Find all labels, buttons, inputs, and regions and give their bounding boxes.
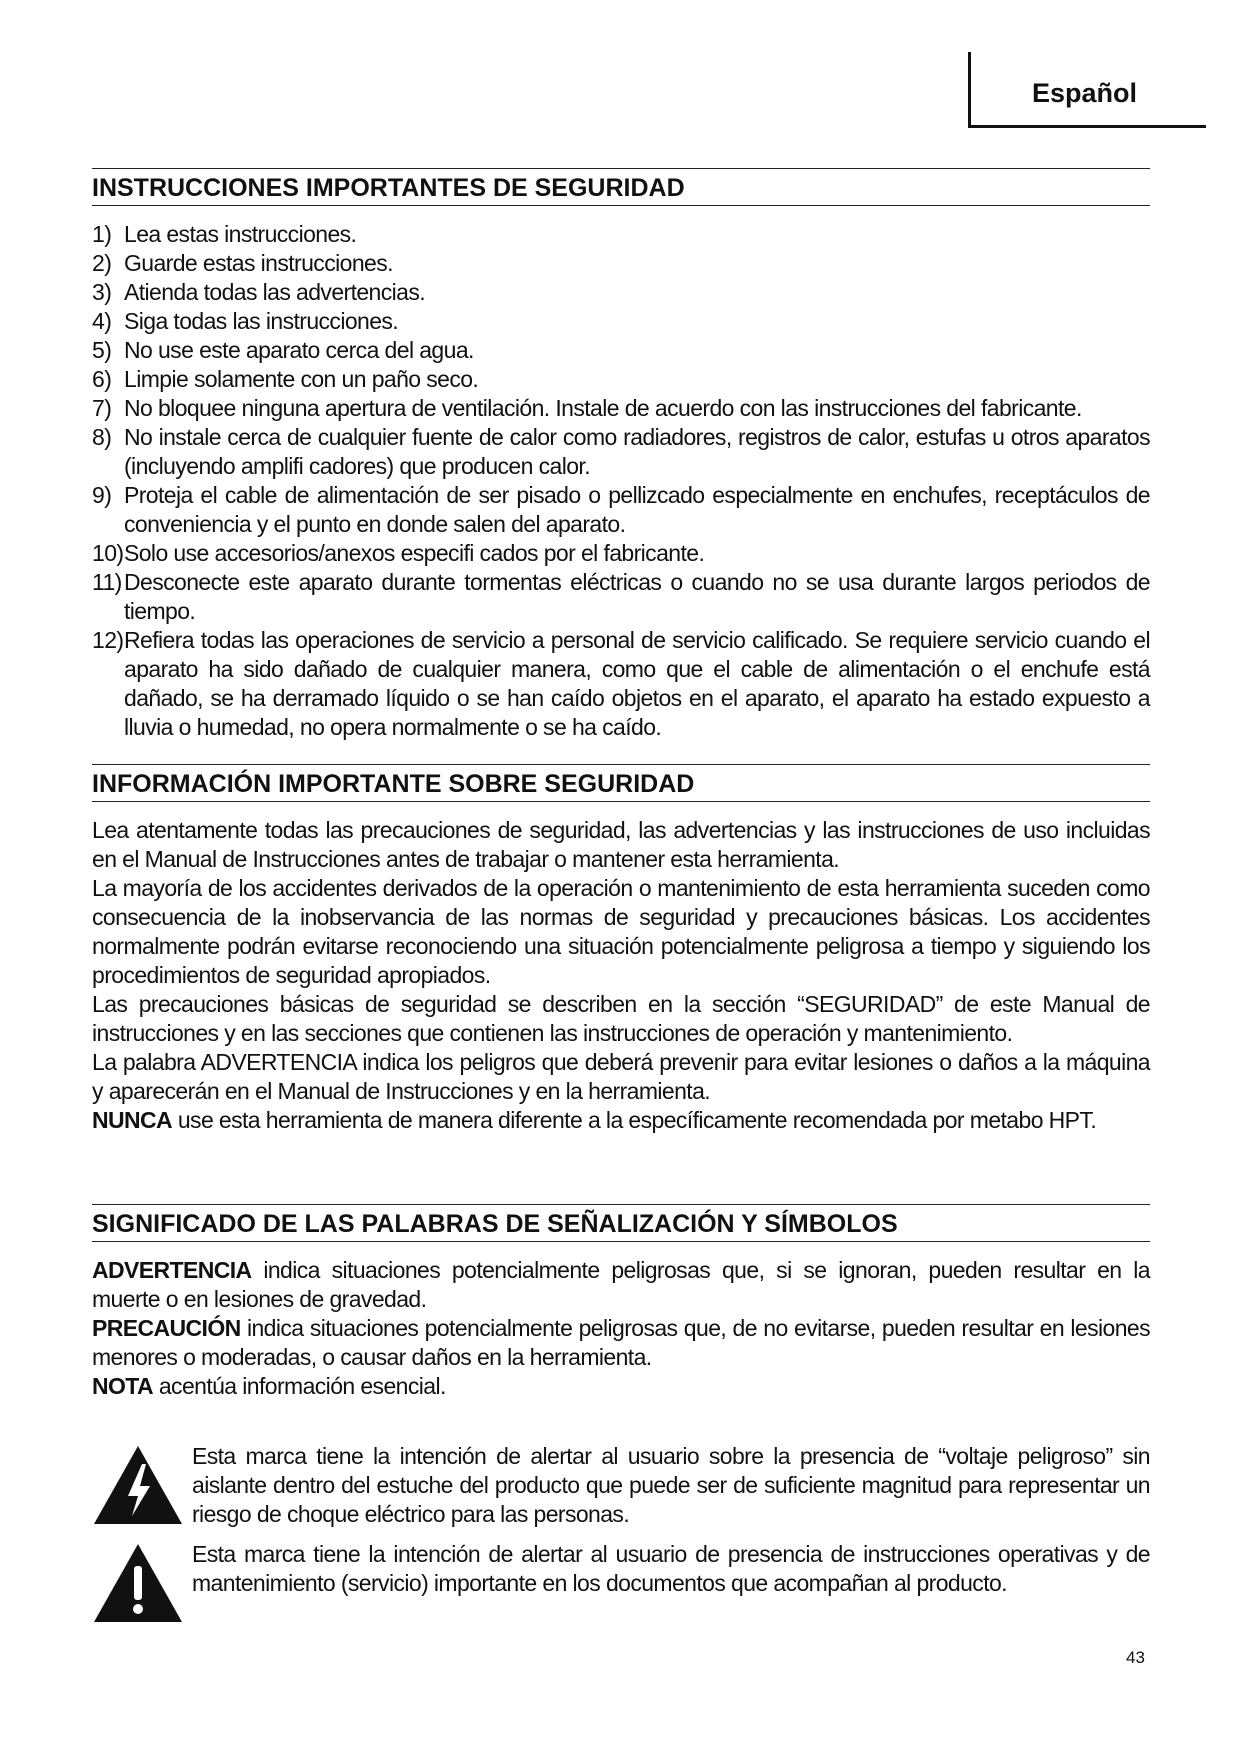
emphasis-nunca: NUNCA [92,1107,173,1133]
symbol-description-voltage: Esta marca tiene la intención de alertar al usuario sobre la presencia de “voltaje peligroso” sin aislante dentro del estuche del producto que puede ser de suficiente magnitud para representar un riesgo de choque eléctrico para las personas. [192,1443,1150,1527]
section-title-significado: SIGNIFICADO DE LAS PALABRAS DE SEÑALIZACIÓN Y SÍMBOLOS [92,1204,1150,1242]
paragraph: NOTA acentúa información esencial. [92,1373,446,1399]
emphasis-nota: NOTA [92,1373,154,1399]
page-number: 43 [1126,1648,1145,1667]
list-item: 11) Desconecte este aparato durante tormentas eléctricas o cuando no se usa durante largos periodos de tiempo. [92,569,1150,624]
list-item: 10) Solo use accesorios/anexos especifi cados por el fabricante. [92,540,705,566]
list-item: 8) No instale cerca de cualquier fuente de calor como radiadores, registros de calor, estufas u otros aparatos (incluyendo amplifi cadores) que producen calor. [92,424,1150,479]
emphasis-precaucion: PRECAUCIÓN [92,1315,241,1341]
list-item: 6) Limpie solamente con un paño seco. [92,366,479,392]
safety-instructions-list [92,220,1150,742]
paragraph: PRECAUCIÓN indica situaciones potencialmente peligrosas que, de no evitarse, pueden resultar en lesiones menores o moderadas, o causar daños en la herramienta. [92,1315,1150,1370]
paragraph: La palabra ADVERTENCIA indica los peligros que deberá prevenir para evitar lesiones o daños a la máquina y aparecerán en el Manual de Instrucciones y en la herramienta. [92,1049,1150,1104]
symbol-description-instructions: Esta marca tiene la intención de alertar al usuario de presencia de instrucciones operativas y de mantenimiento (servicio) importante en los documentos que acompañan al producto. [192,1541,1150,1596]
lightning-warning-icon [92,1444,184,1526]
paragraph: Las precauciones básicas de seguridad se describen en la sección “SEGURIDAD” de este Manual de instrucciones y en las secciones que contienen las instrucciones de operación y mantenimiento. [92,991,1150,1046]
list-item: 7) No bloquee ninguna apertura de ventilación. Instale de acuerdo con las instrucciones del fabricante. [92,395,1082,421]
exclamation-warning-icon [92,1542,184,1624]
list-item: 3) Atienda todas las advertencias. [92,279,426,305]
paragraph: Lea atentamente todas las precauciones de seguridad, las advertencias y las instrucciones de uso incluidas en el Manual de Instrucciones antes de trabajar o mantener esta herramienta. [92,817,1150,872]
paragraph: La mayoría de los accidentes derivados de la operación o mantenimiento de esta herramienta suceden como consecuencia de la inobservancia de las normas de seguridad y precauciones básicas. Los accidentes normalmente podrán evitarse reconociendo una situación potencialmente peligrosa a tiempo y siguiendo los procedimientos de seguridad apropiados. [92,875,1150,988]
section-title-instrucciones: INSTRUCCIONES IMPORTANTES DE SEGURIDAD [92,168,1150,206]
paragraph: NUNCA use esta herramienta de manera diferente a la específicamente recomendada por metabo HPT. [92,1107,1097,1133]
list-item: 4) Siga todas las instrucciones. [92,308,399,334]
section-title-informacion: INFORMACIÓN IMPORTANTE SOBRE SEGURIDAD [92,764,1150,802]
emphasis-advertencia: ADVERTENCIA [92,1257,252,1283]
list-item: 9) Proteja el cable de alimentación de ser pisado o pellizcado especialmente en enchufes, receptáculos de conveniencia y el punto en donde salen del aparato. [92,482,1150,537]
section-body-informacion [92,816,1150,1135]
list-item: 2) Guarde estas instrucciones. [92,250,393,276]
paragraph: ADVERTENCIA indica situaciones potencialmente peligrosas que, si se ignoran, pueden resultar en la muerte o en lesiones de gravedad. [92,1257,1150,1312]
language-label: Español [1032,78,1138,108]
list-item: 5) No use este aparato cerca del agua. [92,337,474,363]
list-item: 12) Refiera todas las operaciones de servicio a personal de servicio calificado. Se requiere servicio cuando el aparato ha sido dañado de cualquier manera, como que el cable de alimentación o el enchufe está dañado, se ha derramado líquido o se han caído objetos en el aparato, el aparato ha estado expuesto a lluvia o humedad, no opera normalmente o se ha caído. [92,627,1150,740]
section-body-significado [92,1256,1150,1401]
list-item: 1) Lea estas instrucciones. [92,221,357,247]
